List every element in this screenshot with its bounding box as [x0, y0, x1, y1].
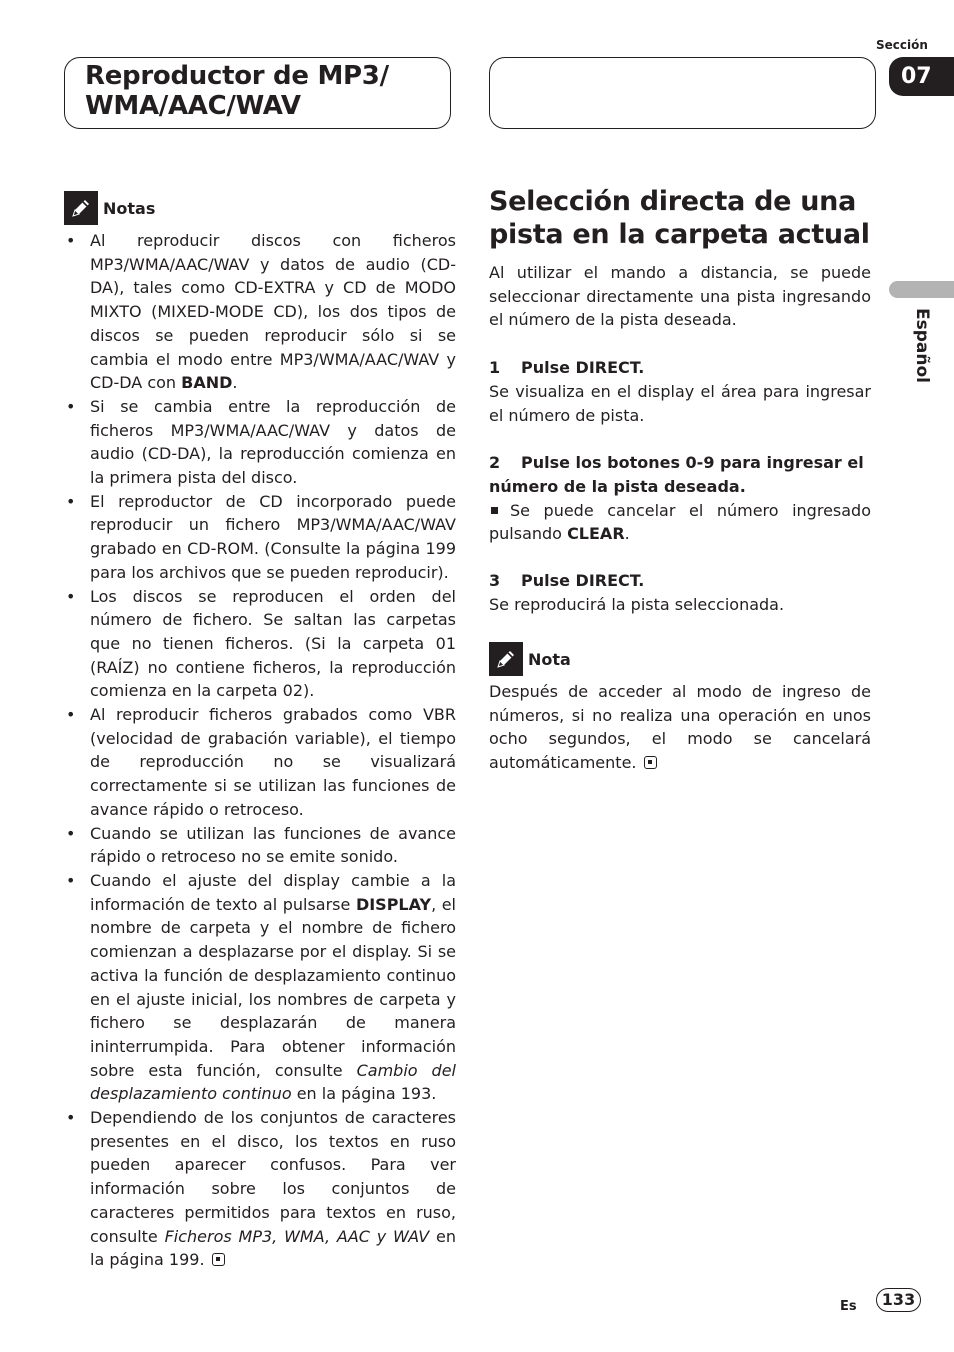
- section-number-badge: 07: [889, 57, 954, 96]
- end-mark-icon: [212, 1253, 225, 1266]
- notes-list: [64, 229, 456, 1272]
- step-1-title: 1 Pulse DIRECT.: [489, 358, 645, 378]
- pencil-note-icon: [489, 642, 523, 676]
- step-2-bullet: Se puede cancelar el número ingresado pulsando CLEAR.: [489, 500, 871, 544]
- list-item: • Al reproducir ficheros grabados como VBR (velocidad de grabación variable), el tiempo de reproducción no se visualizará correctamente si se utilizan las funciones de avance rápido o retroceso.: [64, 703, 456, 822]
- chapter-title-box: [64, 57, 451, 129]
- step-3-description: Se reproducirá la pista seleccionada.: [489, 594, 785, 614]
- note-paragraph: Después de acceder al modo de ingreso de números, si no realiza una operación en unos ocho segundos, el modo se cancelará automáticamente.: [489, 682, 871, 773]
- chapter-title: Reproductor de MP3/ WMA/AAC/WAV: [85, 61, 389, 121]
- pencil-note-icon: [64, 191, 98, 225]
- page-number: 133: [876, 1288, 921, 1312]
- intro-paragraph: Al utilizar el mando a distancia, se puede seleccionar directamente una pista ingresando el número de la pista deseada.: [489, 263, 871, 330]
- header-blank-box: [489, 57, 876, 129]
- language-tab-marker: [889, 281, 954, 298]
- note-heading: [489, 642, 571, 676]
- language-tab-label: Español: [912, 308, 932, 383]
- language-code: Es: [840, 1299, 857, 1314]
- step-3-title: 3 Pulse DIRECT.: [489, 571, 645, 591]
- section-title: Selección directa de una pista en la carpeta actual: [489, 186, 870, 250]
- step-1-description: Se visualiza en el display el área para ingresar el número de pista.: [489, 381, 871, 425]
- list-item: • Si se cambia entre la reproducción de ficheros MP3/WMA/AAC/WAV y datos de audio (CD-DA), la reproducción comienza en la primera pista del disco.: [64, 395, 456, 490]
- list-item: • Al reproducir discos con ficheros MP3/WMA/AAC/WAV y datos de audio (CD-DA), tales como CD-EXTRA y CD de MODO MIXTO (MIXED-MODE CD), los dos tipos de discos se pueden reproducir sólo si se cambia el modo entre MP3/WMA/AAC/WAV y CD-DA con BAND.: [64, 229, 456, 395]
- square-bullet-icon: [491, 507, 498, 514]
- list-item: • Cuando el ajuste del display cambie a la información de texto al pulsarse DISPLAY, el nombre de carpeta y el nombre de fichero comienzan a desplazarse por el display. Si se activa la función de desplazamiento continuo en el ajuste inicial, los nombres de carpeta y fichero se desplazarán de manera ininterrumpida. Para obtener información sobre esta función, consulte Cambio del desplazamiento continuo en la página 193.: [64, 869, 456, 1106]
- end-mark-icon: [644, 756, 657, 769]
- notes-heading: [64, 191, 155, 225]
- note-title: Nota: [528, 649, 571, 669]
- right-column: [489, 185, 871, 616]
- notes-title: Notas: [103, 198, 156, 218]
- list-item: • Cuando se utilizan las funciones de avance rápido o retroceso no se emite sonido.: [64, 822, 456, 869]
- list-item: • Dependiendo de los conjuntos de caracteres presentes en el disco, los textos en ruso pueden aparecer confusos. Para ver información sobre los conjuntos de caracteres permitidos para textos en ruso, consulte Ficheros MP3, WMA, AAC y WAV en la página 199.: [64, 1106, 456, 1272]
- list-item: • Los discos se reproducen el orden del número de fichero. Se saltan las carpetas que no tienen ficheros. (Si la carpeta 01 (RAÍZ) no contiene ficheros, la reproducción comienza en la carpeta 02).: [64, 585, 456, 704]
- list-item: • El reproductor de CD incorporado puede reproducir un fichero MP3/WMA/AAC/WAV grabado en CD-ROM. (Consulte la página 199 para los archivos que se pueden reproducir).: [64, 490, 456, 585]
- section-label: Sección: [876, 38, 928, 52]
- step-2-title: 2 Pulse los botones 0-9 para ingresar el número de la pista deseada.: [489, 453, 864, 496]
